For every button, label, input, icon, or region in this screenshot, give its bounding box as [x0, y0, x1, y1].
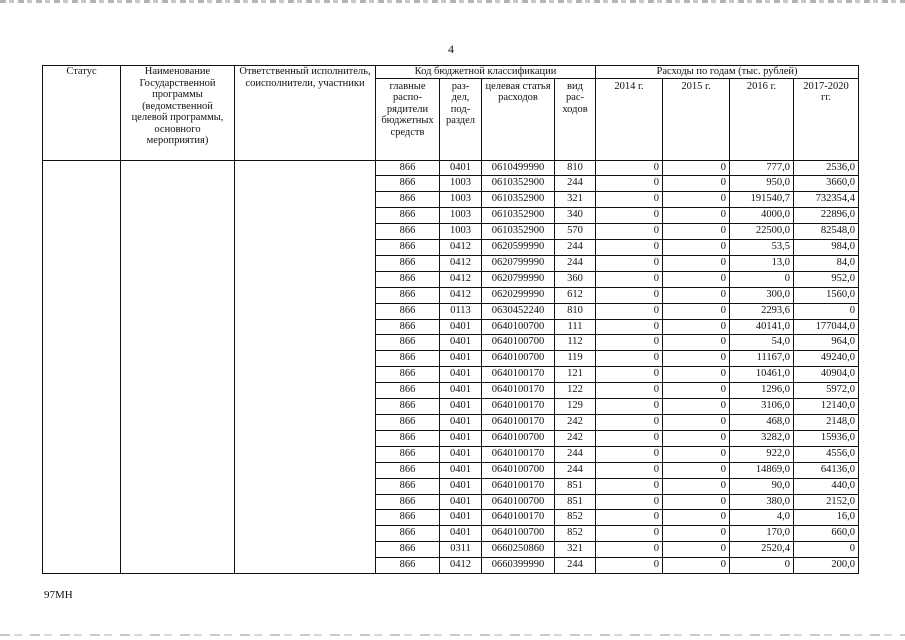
cell-2017-2020: 40904,0 [794, 367, 859, 383]
cell-2016: 1296,0 [730, 383, 794, 399]
cell-2014: 0 [596, 367, 663, 383]
cell-csr: 0640100170 [482, 415, 555, 431]
budget-table [42, 65, 859, 574]
cell-rzpr: 0412 [440, 287, 482, 303]
cell-2014: 0 [596, 271, 663, 287]
cell-2015: 0 [663, 240, 730, 256]
header-vr: вид рас-ходов [555, 78, 596, 160]
cell-2016: 53,5 [730, 240, 794, 256]
cell-csr: 0610499990 [482, 160, 555, 176]
cell-csr: 0640100170 [482, 478, 555, 494]
cell-2015: 0 [663, 351, 730, 367]
header-grbs: главные распо-рядители бюджетных средств [376, 78, 440, 160]
cell-rzpr: 1003 [440, 208, 482, 224]
cell-2015: 0 [663, 430, 730, 446]
cell-2016: 14869,0 [730, 462, 794, 478]
cell-rzpr: 0412 [440, 558, 482, 574]
cell-2015: 0 [663, 478, 730, 494]
cell-2014: 0 [596, 287, 663, 303]
footer-code: 97МН [44, 589, 73, 601]
header-program-name: Наименование Государственной программы (ведомственной целевой программы, основного мероприятия) [121, 66, 235, 161]
cell-rzpr: 0401 [440, 399, 482, 415]
cell-2017-2020: 22896,0 [794, 208, 859, 224]
cell-grbs: 866 [376, 319, 440, 335]
cell-2014: 0 [596, 319, 663, 335]
cell-csr: 0640100700 [482, 494, 555, 510]
cell-2016: 950,0 [730, 176, 794, 192]
cell-vr: 851 [555, 478, 596, 494]
cell-2015: 0 [663, 383, 730, 399]
header-2015: 2015 г. [663, 78, 730, 160]
cell-vr: 851 [555, 494, 596, 510]
cell-csr: 0630452240 [482, 303, 555, 319]
cell-2015: 0 [663, 255, 730, 271]
cell-vr: 121 [555, 367, 596, 383]
table-row [43, 160, 859, 176]
cell-csr: 0640100170 [482, 367, 555, 383]
cell-csr: 0610352900 [482, 208, 555, 224]
cell-2015: 0 [663, 526, 730, 542]
cell-2016: 2293,6 [730, 303, 794, 319]
cell-csr: 0610352900 [482, 192, 555, 208]
cell-rzpr: 0311 [440, 542, 482, 558]
cell-2016: 300,0 [730, 287, 794, 303]
cell-2017-2020: 732354,4 [794, 192, 859, 208]
cell-2016: 3282,0 [730, 430, 794, 446]
cell-program-name [121, 160, 235, 574]
cell-vr: 810 [555, 160, 596, 176]
cell-2017-2020: 0 [794, 303, 859, 319]
cell-vr: 360 [555, 271, 596, 287]
cell-rzpr: 0401 [440, 335, 482, 351]
cell-vr: 612 [555, 287, 596, 303]
cell-2014: 0 [596, 351, 663, 367]
header-rzpr: раз-дел, под-раздел [440, 78, 482, 160]
cell-vr: 119 [555, 351, 596, 367]
cell-rzpr: 0412 [440, 255, 482, 271]
cell-rzpr: 0113 [440, 303, 482, 319]
cell-2015: 0 [663, 542, 730, 558]
cell-2015: 0 [663, 335, 730, 351]
cell-2015: 0 [663, 287, 730, 303]
cell-2015: 0 [663, 160, 730, 176]
cell-2016: 10461,0 [730, 367, 794, 383]
cell-responsible [235, 160, 376, 574]
cell-csr: 0610352900 [482, 224, 555, 240]
cell-2014: 0 [596, 303, 663, 319]
cell-vr: 321 [555, 192, 596, 208]
cell-rzpr: 0401 [440, 494, 482, 510]
page-number: 4 [448, 42, 454, 56]
cell-2014: 0 [596, 430, 663, 446]
header-2014: 2014 г. [596, 78, 663, 160]
cell-grbs: 866 [376, 160, 440, 176]
cell-csr: 0640100700 [482, 462, 555, 478]
cell-csr: 0640100700 [482, 335, 555, 351]
cell-2014: 0 [596, 208, 663, 224]
cell-rzpr: 0401 [440, 367, 482, 383]
cell-2016: 11167,0 [730, 351, 794, 367]
cell-grbs: 866 [376, 335, 440, 351]
cell-grbs: 866 [376, 176, 440, 192]
cell-2016: 0 [730, 558, 794, 574]
cell-csr: 0640100170 [482, 399, 555, 415]
cell-2016: 0 [730, 271, 794, 287]
cell-2016: 468,0 [730, 415, 794, 431]
cell-2017-2020: 952,0 [794, 271, 859, 287]
cell-2015: 0 [663, 462, 730, 478]
cell-rzpr: 0401 [440, 415, 482, 431]
cell-vr: 122 [555, 383, 596, 399]
header-2016: 2016 г. [730, 78, 794, 160]
cell-status [43, 160, 121, 574]
cell-2014: 0 [596, 558, 663, 574]
header-expenses-group: Расходы по годам (тыс. рублей) [596, 66, 859, 79]
cell-2015: 0 [663, 367, 730, 383]
cell-2015: 0 [663, 510, 730, 526]
cell-2017-2020: 984,0 [794, 240, 859, 256]
cell-rzpr: 0412 [440, 271, 482, 287]
cell-grbs: 866 [376, 224, 440, 240]
scan-artifact-bottom [0, 634, 905, 636]
cell-2017-2020: 12140,0 [794, 399, 859, 415]
cell-rzpr: 0401 [440, 446, 482, 462]
cell-2014: 0 [596, 335, 663, 351]
cell-rzpr: 0401 [440, 526, 482, 542]
cell-grbs: 866 [376, 510, 440, 526]
cell-csr: 0640100700 [482, 351, 555, 367]
cell-2014: 0 [596, 224, 663, 240]
cell-2017-2020: 84,0 [794, 255, 859, 271]
cell-rzpr: 0401 [440, 462, 482, 478]
cell-2017-2020: 4556,0 [794, 446, 859, 462]
cell-csr: 0620799990 [482, 255, 555, 271]
cell-2014: 0 [596, 383, 663, 399]
cell-2017-2020: 16,0 [794, 510, 859, 526]
table-body [43, 160, 859, 574]
cell-2014: 0 [596, 494, 663, 510]
cell-grbs: 866 [376, 430, 440, 446]
cell-2014: 0 [596, 462, 663, 478]
cell-2014: 0 [596, 176, 663, 192]
cell-vr: 340 [555, 208, 596, 224]
cell-grbs: 866 [376, 303, 440, 319]
cell-grbs: 866 [376, 208, 440, 224]
cell-2015: 0 [663, 494, 730, 510]
cell-2017-2020: 15936,0 [794, 430, 859, 446]
cell-2014: 0 [596, 399, 663, 415]
cell-2014: 0 [596, 192, 663, 208]
cell-2015: 0 [663, 415, 730, 431]
cell-csr: 0660250860 [482, 542, 555, 558]
cell-csr: 0640100700 [482, 430, 555, 446]
cell-2015: 0 [663, 192, 730, 208]
cell-rzpr: 0401 [440, 478, 482, 494]
cell-grbs: 866 [376, 462, 440, 478]
cell-grbs: 866 [376, 478, 440, 494]
cell-2016: 90,0 [730, 478, 794, 494]
cell-2015: 0 [663, 399, 730, 415]
cell-2017-2020: 5972,0 [794, 383, 859, 399]
cell-2014: 0 [596, 415, 663, 431]
cell-2014: 0 [596, 526, 663, 542]
cell-2014: 0 [596, 542, 663, 558]
cell-2016: 40141,0 [730, 319, 794, 335]
cell-2014: 0 [596, 446, 663, 462]
cell-2014: 0 [596, 240, 663, 256]
scan-artifact-top [0, 0, 905, 3]
cell-grbs: 866 [376, 446, 440, 462]
cell-vr: 242 [555, 430, 596, 446]
cell-csr: 0640100170 [482, 510, 555, 526]
cell-grbs: 866 [376, 558, 440, 574]
cell-2015: 0 [663, 176, 730, 192]
cell-rzpr: 0401 [440, 351, 482, 367]
cell-2017-2020: 3660,0 [794, 176, 859, 192]
cell-rzpr: 1003 [440, 176, 482, 192]
cell-grbs: 866 [376, 255, 440, 271]
header-status: Статус [43, 66, 121, 161]
header-budget-code-group: Код бюджетной классификации [376, 66, 596, 79]
cell-2016: 13,0 [730, 255, 794, 271]
header-2017-2020: 2017-2020 гг. [794, 78, 859, 160]
cell-2016: 777,0 [730, 160, 794, 176]
cell-vr: 244 [555, 558, 596, 574]
cell-2017-2020: 200,0 [794, 558, 859, 574]
cell-grbs: 866 [376, 367, 440, 383]
cell-2015: 0 [663, 558, 730, 574]
cell-2017-2020: 2148,0 [794, 415, 859, 431]
cell-grbs: 866 [376, 192, 440, 208]
cell-vr: 244 [555, 240, 596, 256]
cell-2017-2020: 177044,0 [794, 319, 859, 335]
cell-vr: 244 [555, 176, 596, 192]
cell-2017-2020: 49240,0 [794, 351, 859, 367]
cell-2016: 3106,0 [730, 399, 794, 415]
header-csr: целевая статья расходов [482, 78, 555, 160]
cell-2017-2020: 660,0 [794, 526, 859, 542]
cell-csr: 0640100700 [482, 319, 555, 335]
cell-grbs: 866 [376, 494, 440, 510]
cell-2016: 191540,7 [730, 192, 794, 208]
cell-2016: 4,0 [730, 510, 794, 526]
cell-2015: 0 [663, 319, 730, 335]
cell-vr: 321 [555, 542, 596, 558]
cell-2017-2020: 0 [794, 542, 859, 558]
cell-2017-2020: 2152,0 [794, 494, 859, 510]
cell-2017-2020: 64136,0 [794, 462, 859, 478]
cell-rzpr: 0401 [440, 319, 482, 335]
cell-2016: 170,0 [730, 526, 794, 542]
cell-grbs: 866 [376, 399, 440, 415]
cell-vr: 810 [555, 303, 596, 319]
cell-csr: 0640100170 [482, 383, 555, 399]
cell-vr: 244 [555, 446, 596, 462]
cell-rzpr: 0401 [440, 510, 482, 526]
cell-2014: 0 [596, 510, 663, 526]
cell-2017-2020: 1560,0 [794, 287, 859, 303]
cell-rzpr: 0401 [440, 383, 482, 399]
cell-2017-2020: 82548,0 [794, 224, 859, 240]
cell-vr: 129 [555, 399, 596, 415]
cell-grbs: 866 [376, 526, 440, 542]
cell-grbs: 866 [376, 415, 440, 431]
cell-2015: 0 [663, 303, 730, 319]
cell-csr: 0640100170 [482, 446, 555, 462]
cell-2014: 0 [596, 478, 663, 494]
cell-2017-2020: 964,0 [794, 335, 859, 351]
cell-vr: 112 [555, 335, 596, 351]
cell-vr: 852 [555, 510, 596, 526]
cell-vr: 242 [555, 415, 596, 431]
cell-grbs: 866 [376, 542, 440, 558]
cell-rzpr: 0412 [440, 240, 482, 256]
cell-csr: 0640100700 [482, 526, 555, 542]
cell-rzpr: 0401 [440, 160, 482, 176]
header-row-main [43, 66, 859, 79]
cell-csr: 0620599990 [482, 240, 555, 256]
cell-csr: 0610352900 [482, 176, 555, 192]
cell-2014: 0 [596, 160, 663, 176]
cell-2014: 0 [596, 255, 663, 271]
cell-csr: 0620799990 [482, 271, 555, 287]
cell-2017-2020: 440,0 [794, 478, 859, 494]
cell-grbs: 866 [376, 351, 440, 367]
cell-rzpr: 1003 [440, 192, 482, 208]
cell-vr: 244 [555, 462, 596, 478]
cell-grbs: 866 [376, 271, 440, 287]
cell-2017-2020: 2536,0 [794, 160, 859, 176]
cell-2016: 22500,0 [730, 224, 794, 240]
cell-2016: 922,0 [730, 446, 794, 462]
cell-2015: 0 [663, 208, 730, 224]
cell-grbs: 866 [376, 383, 440, 399]
cell-vr: 852 [555, 526, 596, 542]
cell-2016: 2520,4 [730, 542, 794, 558]
cell-grbs: 866 [376, 287, 440, 303]
cell-grbs: 866 [376, 240, 440, 256]
cell-vr: 244 [555, 255, 596, 271]
cell-2016: 380,0 [730, 494, 794, 510]
cell-csr: 0660399990 [482, 558, 555, 574]
cell-csr: 0620299990 [482, 287, 555, 303]
cell-2016: 54,0 [730, 335, 794, 351]
cell-rzpr: 0401 [440, 430, 482, 446]
cell-vr: 111 [555, 319, 596, 335]
cell-rzpr: 1003 [440, 224, 482, 240]
cell-2015: 0 [663, 446, 730, 462]
cell-2015: 0 [663, 224, 730, 240]
cell-2015: 0 [663, 271, 730, 287]
cell-2016: 4000,0 [730, 208, 794, 224]
cell-vr: 570 [555, 224, 596, 240]
header-responsible: Ответственный исполнитель, соисполнители, участники [235, 66, 376, 161]
